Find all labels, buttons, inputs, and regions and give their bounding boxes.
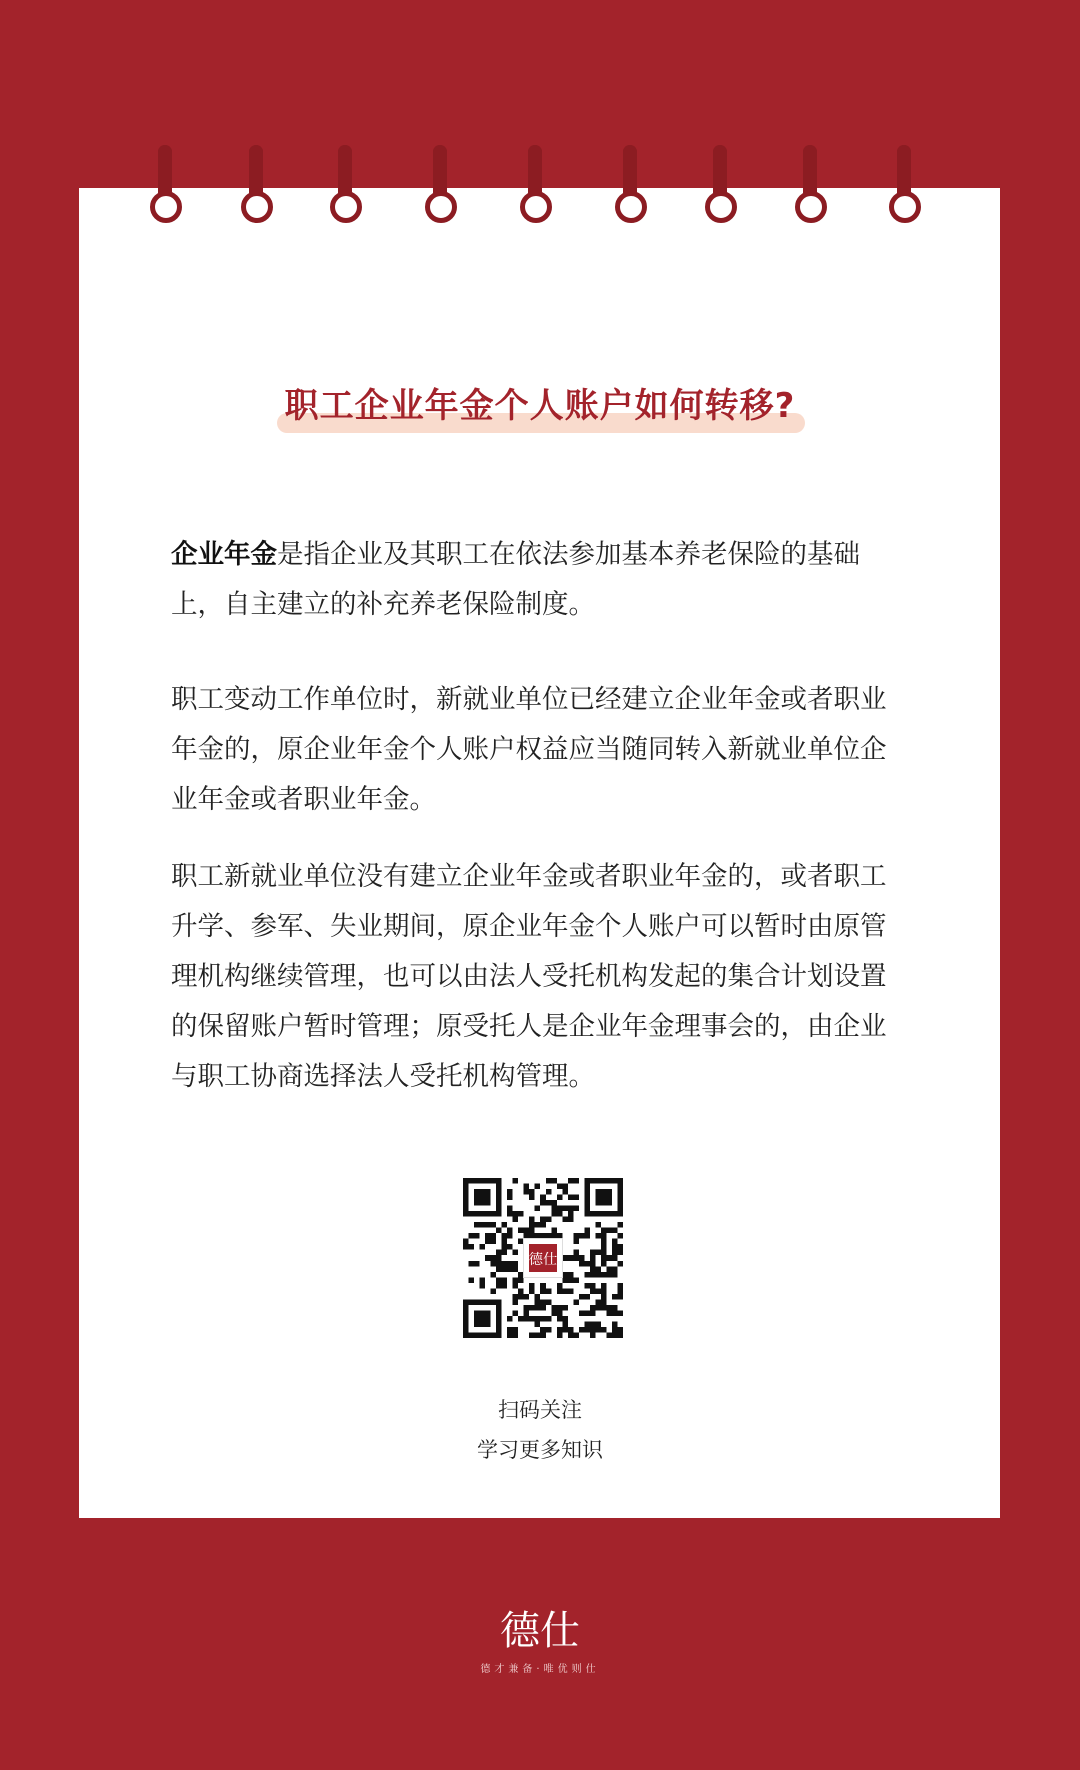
- definition-text: 是指企业及其职工在依法参加基本养老保险的基础上，自主建立的补充养老保险制度。: [171, 539, 860, 620]
- binder-ring-icon: [613, 145, 647, 230]
- definition-term: 企业年金: [171, 539, 277, 570]
- brand-logo: 德仕: [500, 1608, 580, 1654]
- binder-rings-front: [0, 145, 1080, 230]
- binder-ring-icon: [423, 145, 457, 230]
- qr-code-icon: [463, 1178, 623, 1338]
- binder-ring-icon: [518, 145, 552, 230]
- binder-ring-icon: [887, 145, 921, 230]
- qr-center-logo: 德仕: [528, 1252, 558, 1269]
- binder-ring-icon: [793, 145, 827, 230]
- qr-caption-learn: 学习更多知识: [477, 1438, 603, 1462]
- binder-ring-icon: [328, 145, 362, 230]
- paragraph-transfer: 职工变动工作单位时，新就业单位已经建立企业年金或者职业年金的，原企业年金个人账户权益应当随同转入新就业单位企业年金或者职业年金。: [171, 684, 887, 815]
- binder-ring-icon: [703, 145, 737, 230]
- binder-ring-icon: [148, 145, 182, 230]
- page-title-text: 职工企业年金个人账户如何转移?: [284, 386, 796, 426]
- page-title: [279, 378, 802, 427]
- paragraph-retention: 职工新就业单位没有建立企业年金或者职业年金的，或者职工升学、参军、失业期间，原企业年金个人账户可以暂时由原管理机构继续管理，也可以由法人受托机构发起的集合计划设置的保留账户暂时管理；原受托人是企业年金理事会的，由企业与职工协商选择法人受托机构管理。: [171, 861, 887, 1092]
- paragraph-definition: [171, 530, 911, 630]
- qr-caption-follow: 扫码关注: [498, 1398, 582, 1422]
- title-area: [0, 378, 1080, 427]
- brand-slogan: 德才兼备·唯优则仕: [480, 1664, 600, 1675]
- brand-footer: [0, 1608, 1080, 1675]
- binder-ring-icon: [239, 145, 273, 230]
